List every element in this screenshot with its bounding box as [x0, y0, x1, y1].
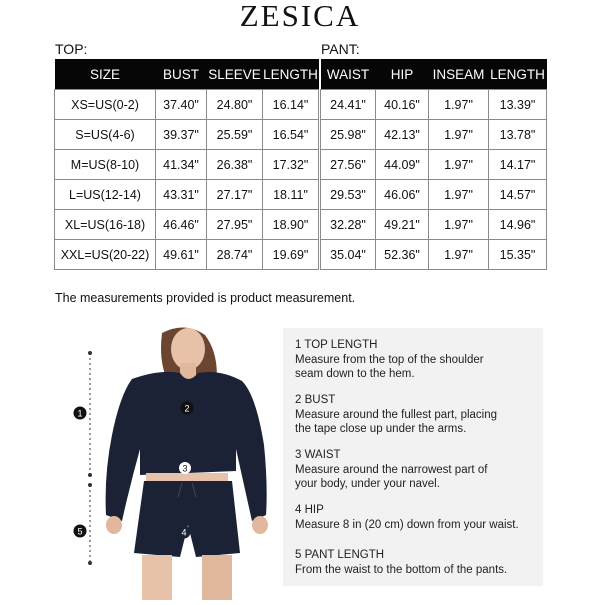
- inseam-cell: 1.97": [429, 90, 489, 120]
- length-cell: 14.96": [489, 210, 547, 240]
- length-cell: 19.69": [263, 240, 319, 270]
- table-row: [321, 120, 547, 150]
- instruction-bust: [295, 393, 497, 437]
- length-cell: 14.17": [489, 150, 547, 180]
- inseam-cell: 1.97": [429, 240, 489, 270]
- sleeve-cell: 27.95": [207, 210, 263, 240]
- length-cell: 13.39": [489, 90, 547, 120]
- marker-1: [74, 407, 87, 420]
- waist-cell: 29.53": [321, 180, 376, 210]
- top-size-table: [54, 59, 319, 270]
- instruction-waist: [295, 448, 487, 492]
- bust-cell: 43.31": [156, 180, 207, 210]
- outfit-drawing: [70, 325, 280, 600]
- bust-cell: 49.61": [156, 240, 207, 270]
- table-row: [321, 210, 547, 240]
- table-row: [55, 210, 319, 240]
- right-hand: [252, 516, 268, 534]
- svg-text:1: 1: [77, 408, 83, 419]
- pant-size-table: [320, 59, 547, 270]
- instruction-text: your body, under your navel.: [295, 478, 440, 490]
- instruction-text: From the waist to the bottom of the pants.: [295, 563, 508, 576]
- length-cell: 13.78": [489, 120, 547, 150]
- length-cell: 17.32": [263, 150, 319, 180]
- instruction-text: Measure from the top of the shoulder: [295, 353, 484, 366]
- svg-text:4: 4: [181, 527, 187, 538]
- instruction-text: Measure around the fullest part, placing: [295, 408, 498, 421]
- sleeve-cell: 25.59": [207, 120, 263, 150]
- waist-cell: 24.41": [321, 90, 376, 120]
- brand-logo: ZESICA: [239, 0, 361, 33]
- svg-text:3: 3: [182, 463, 188, 474]
- waist-cell: 27.56": [321, 150, 376, 180]
- hip-cell: 42.13": [376, 120, 429, 150]
- instruction-text: the tape close up under the arms.: [295, 423, 467, 435]
- table-row: [321, 150, 547, 180]
- header-length: LENGTH: [489, 59, 547, 90]
- hip-cell: 40.16": [376, 90, 429, 120]
- right-leg: [202, 555, 232, 600]
- inseam-cell: 1.97": [429, 180, 489, 210]
- size-cell: M=US(8-10): [55, 150, 156, 180]
- header-hip: HIP: [376, 59, 429, 90]
- measurement-note: The measurements provided is product measurement.: [55, 291, 356, 305]
- hip-cell: 44.09": [376, 150, 429, 180]
- hip-cell: 49.21": [376, 210, 429, 240]
- table-row: [55, 240, 319, 270]
- inseam-cell: 1.97": [429, 120, 489, 150]
- length-cell: 18.90": [263, 210, 319, 240]
- guide-dot-bottom: [88, 561, 92, 565]
- size-cell: XL=US(16-18): [55, 210, 156, 240]
- header-inseam: INSEAM: [429, 59, 489, 90]
- table-row: [55, 120, 319, 150]
- waist-cell: 32.28": [321, 210, 376, 240]
- instruction-pant-length: [295, 548, 507, 577]
- instruction-text: Measure 8 in (20 cm) down from your waist.: [295, 518, 519, 531]
- marker-5: [74, 525, 87, 538]
- shorts-shape: [134, 481, 240, 557]
- instruction-text: seam down to the hem.: [295, 368, 415, 380]
- instruction-hip: [295, 503, 519, 532]
- header-sleeve: SLEEVE: [207, 59, 263, 90]
- marker-2: [181, 402, 194, 415]
- hip-cell: 46.06": [376, 180, 429, 210]
- bust-cell: 37.40": [156, 90, 207, 120]
- table-row: [321, 180, 547, 210]
- top-section-label: TOP:: [55, 41, 88, 57]
- table-row: [321, 90, 547, 120]
- waist-cell: 35.04": [321, 240, 376, 270]
- header-waist: WAIST: [321, 59, 376, 90]
- size-cell: XS=US(0-2): [55, 90, 156, 120]
- left-hand: [106, 516, 122, 534]
- length-cell: 15.35": [489, 240, 547, 270]
- instruction-title: 1 TOP LENGTH: [295, 339, 378, 351]
- instruction-text: Measure around the narrowest part of: [295, 463, 488, 476]
- table-row: [55, 90, 319, 120]
- waist-cell: 25.98": [321, 120, 376, 150]
- size-cell: S=US(4-6): [55, 120, 156, 150]
- left-leg: [142, 555, 172, 600]
- header-bust: BUST: [156, 59, 207, 90]
- marker-3: [179, 462, 191, 474]
- instruction-title: 2 BUST: [295, 394, 336, 406]
- length-cell: 16.54": [263, 120, 319, 150]
- length-cell: 14.57": [489, 180, 547, 210]
- bust-cell: 46.46": [156, 210, 207, 240]
- length-cell: 16.14": [263, 90, 319, 120]
- instruction-top-length: [295, 338, 484, 382]
- bust-cell: 39.37": [156, 120, 207, 150]
- inseam-cell: 1.97": [429, 150, 489, 180]
- length-cell: 18.11": [263, 180, 319, 210]
- size-cell: L=US(12-14): [55, 180, 156, 210]
- sleeve-cell: 27.17": [207, 180, 263, 210]
- instruction-title: 4 HIP: [295, 504, 324, 516]
- sleeve-cell: 28.74": [207, 240, 263, 270]
- pant-section-label: PANT:: [321, 41, 360, 57]
- size-cell: XXL=US(20-22): [55, 240, 156, 270]
- pant-header-row: [321, 59, 547, 90]
- top-header-row: [55, 59, 319, 90]
- svg-text:5: 5: [77, 526, 83, 537]
- sleeve-cell: 24.80": [207, 90, 263, 120]
- measurement-instructions: [283, 328, 543, 586]
- guide-dot-top: [88, 351, 92, 355]
- hip-cell: 52.36": [376, 240, 429, 270]
- sleeve-cell: 26.38": [207, 150, 263, 180]
- header-size: SIZE: [55, 59, 156, 90]
- svg-text:2: 2: [184, 403, 190, 414]
- instruction-title: 3 WAIST: [295, 449, 341, 461]
- table-row: [55, 150, 319, 180]
- guide-dot-hem: [88, 473, 92, 477]
- table-row: [55, 180, 319, 210]
- model-illustration: [70, 325, 280, 600]
- bust-cell: 41.34": [156, 150, 207, 180]
- header-length: LENGTH: [263, 59, 319, 90]
- table-row: [321, 240, 547, 270]
- guide-dot-waist: [88, 483, 92, 487]
- marker-4: [178, 526, 191, 539]
- inseam-cell: 1.97": [429, 210, 489, 240]
- instruction-title: 5 PANT LENGTH: [295, 549, 385, 561]
